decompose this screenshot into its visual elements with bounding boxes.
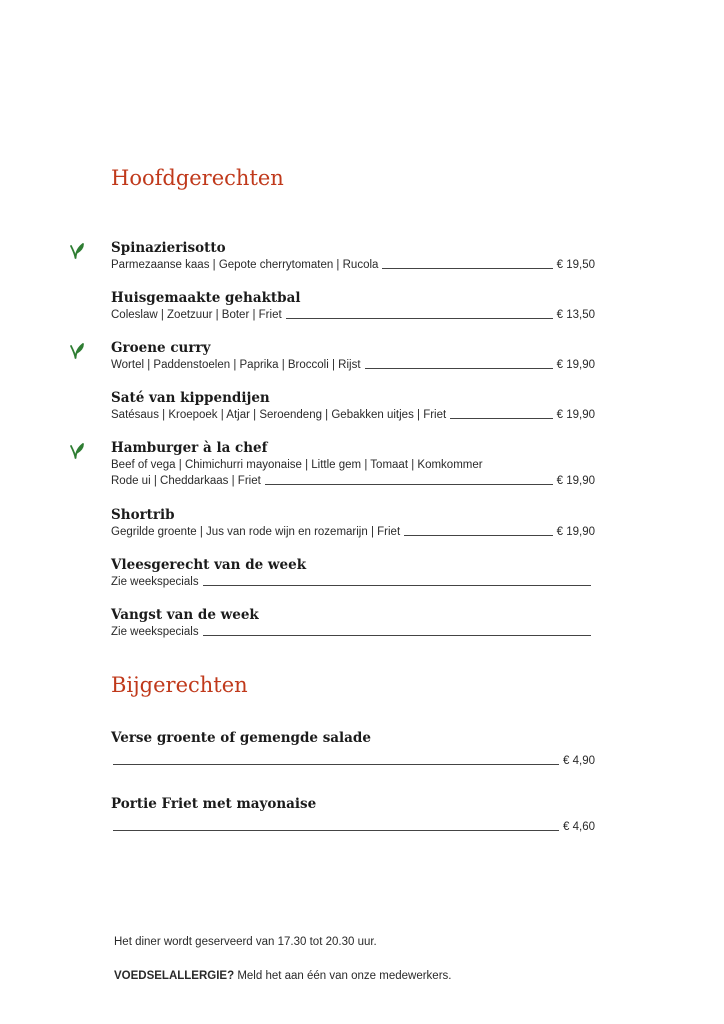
dish-description: Zie weekspecials <box>111 626 199 638</box>
dish-name: Portie Friet met mayonaise <box>111 796 317 812</box>
dish-description-line <box>111 257 595 273</box>
dish-name: Shortrib <box>111 507 175 523</box>
price-leader-line <box>286 318 553 319</box>
dish-name: Saté van kippendijen <box>111 390 270 406</box>
dish-description: Gegrilde groente | Jus van rode wijn en rozemarijn | Friet <box>111 526 401 538</box>
price-leader-line <box>113 830 559 831</box>
allergy-label: VOEDSELALLERGIE? <box>114 970 235 982</box>
dish-description-line <box>111 574 595 590</box>
price-leader-line <box>450 418 552 419</box>
dish-name: Hamburger à la chef <box>111 440 268 456</box>
allergy-note <box>114 970 451 982</box>
dish-name: Spinazierisotto <box>111 240 226 256</box>
allergy-text: Meld het aan één van onze medewerkers. <box>234 970 452 982</box>
menu-item <box>111 239 595 273</box>
dish-name: Vleesgerecht van de week <box>111 557 307 573</box>
price-leader-line <box>365 368 553 369</box>
dish-description: Coleslaw | Zoetzuur | Boter | Friet <box>111 309 282 321</box>
menu-item <box>111 339 595 373</box>
menu-item <box>111 606 595 640</box>
dish-description: Parmezaanse kaas | Gepote cherrytomaten | Rucola <box>111 259 379 271</box>
menu-item <box>111 289 595 323</box>
menu-item <box>111 389 595 423</box>
dish-price: € 19,90 <box>556 475 595 487</box>
dish-name: Verse groente of gemengde salade <box>111 730 371 746</box>
dish-description: Zie weekspecials <box>111 576 199 588</box>
menu-item <box>111 556 595 590</box>
dish-description: Satésaus | Kroepoek | Atjar | Seroendeng | Gebakken uitjes | Friet <box>111 409 447 421</box>
dish-description: Rode ui | Cheddarkaas | Friet <box>111 475 261 487</box>
price-leader-line <box>382 268 552 269</box>
menu-item <box>111 795 595 835</box>
dish-description-line <box>111 307 595 323</box>
section-title-side-dishes: Bijgerechten <box>111 673 248 697</box>
section-title-main-courses: Hoofdgerechten <box>111 166 284 190</box>
dish-name: Groene curry <box>111 340 211 356</box>
price-leader-line <box>203 635 591 636</box>
dish-description: Wortel | Paddenstoelen | Paprika | Broccoli | Rijst <box>111 359 361 371</box>
dish-description-line <box>111 407 595 423</box>
menu-item <box>111 506 595 540</box>
dish-price: € 4,60 <box>563 821 595 833</box>
serving-time-note: Het diner wordt geserveerd van 17.30 tot 20.30 uur. <box>114 936 377 948</box>
vegetarian-leaf-icon <box>69 242 85 260</box>
dish-name: Huisgemaakte gehaktbal <box>111 290 301 306</box>
dish-description-line <box>111 819 595 835</box>
price-leader-line <box>265 484 553 485</box>
dish-description-line <box>111 753 595 769</box>
price-leader-line <box>203 585 591 586</box>
dish-price: € 19,50 <box>556 259 595 271</box>
price-leader-line <box>113 764 559 765</box>
dish-description: Beef of vega | Chimichurri mayonaise | Little gem | Tomaat | Komkommer <box>111 459 483 471</box>
dish-description-line <box>111 357 595 373</box>
dish-description-line <box>111 457 595 473</box>
dish-price: € 19,90 <box>556 409 595 421</box>
dish-name: Vangst van de week <box>111 607 259 623</box>
menu-item <box>111 729 595 769</box>
dish-description-line <box>111 524 595 540</box>
dish-price: € 19,90 <box>556 359 595 371</box>
dish-price: € 4,90 <box>563 755 595 767</box>
dish-description-line <box>111 473 595 489</box>
dish-price: € 19,90 <box>556 526 595 538</box>
vegetarian-leaf-icon <box>69 342 85 360</box>
dish-price: € 13,50 <box>556 309 595 321</box>
price-leader-line <box>404 535 552 536</box>
vegetarian-leaf-icon <box>69 442 85 460</box>
dish-description-line <box>111 624 595 640</box>
menu-item <box>111 439 595 489</box>
